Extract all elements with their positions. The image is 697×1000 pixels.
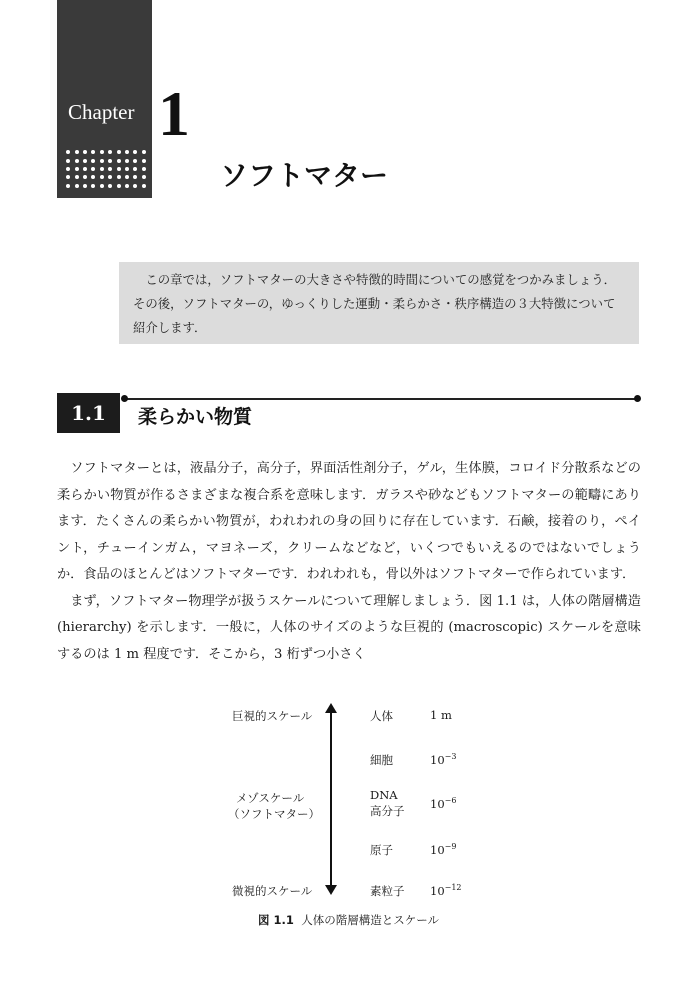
dot bbox=[83, 150, 87, 154]
dot bbox=[91, 159, 95, 163]
dot bbox=[125, 150, 129, 154]
dot bbox=[75, 167, 79, 171]
section-title: 柔らかい物質 bbox=[138, 406, 253, 428]
dot bbox=[133, 150, 137, 154]
dot bbox=[66, 167, 70, 171]
label-macroscopic-scale: 巨視的スケール bbox=[232, 709, 313, 723]
dot bbox=[83, 184, 87, 188]
dot bbox=[75, 150, 79, 154]
level-value: $10^{-6}$ bbox=[430, 796, 457, 811]
figure-caption-text: 人体の階層構造とスケール bbox=[301, 913, 439, 927]
level-name: DNA bbox=[370, 788, 398, 802]
dot bbox=[83, 159, 87, 163]
dot bbox=[117, 159, 121, 163]
arrow-down-icon bbox=[325, 885, 337, 895]
level-value: $10^{-9}$ bbox=[430, 842, 457, 857]
level-value: $10^{-3}$ bbox=[430, 752, 457, 767]
dot bbox=[125, 167, 129, 171]
dot bbox=[66, 184, 70, 188]
dot bbox=[125, 175, 129, 179]
level-value: 1 m bbox=[430, 708, 452, 722]
dot bbox=[108, 175, 112, 179]
dot bbox=[66, 175, 70, 179]
dot bbox=[66, 150, 70, 154]
dot bbox=[117, 150, 121, 154]
dot bbox=[100, 150, 104, 154]
dot bbox=[133, 167, 137, 171]
section-rule bbox=[124, 398, 636, 400]
dot bbox=[91, 184, 95, 188]
dot bbox=[117, 175, 121, 179]
dot bbox=[125, 159, 129, 163]
dot bbox=[117, 167, 121, 171]
body-text bbox=[57, 456, 641, 668]
chapter-summary-box bbox=[119, 262, 639, 344]
dot bbox=[142, 159, 146, 163]
dot bbox=[66, 159, 70, 163]
dot bbox=[133, 184, 137, 188]
dot bbox=[91, 150, 95, 154]
dot bbox=[108, 159, 112, 163]
decorative-dot-grid bbox=[64, 148, 148, 190]
dot bbox=[100, 184, 104, 188]
scale-axis-line bbox=[330, 712, 332, 890]
dot bbox=[108, 167, 112, 171]
level-name: 素粒子 bbox=[370, 884, 405, 898]
dot bbox=[108, 184, 112, 188]
dot bbox=[142, 150, 146, 154]
dot bbox=[100, 175, 104, 179]
dot bbox=[100, 159, 104, 163]
dot bbox=[91, 167, 95, 171]
level-name-2: 高分子 bbox=[370, 804, 405, 818]
rule-dot-left bbox=[121, 395, 128, 402]
dot bbox=[108, 150, 112, 154]
dot bbox=[75, 175, 79, 179]
dot bbox=[75, 159, 79, 163]
dot bbox=[100, 167, 104, 171]
level-name: 人体 bbox=[370, 709, 393, 723]
chapter-title: ソフトマター bbox=[220, 159, 389, 192]
dot bbox=[142, 167, 146, 171]
dot bbox=[117, 184, 121, 188]
dot bbox=[142, 184, 146, 188]
label-mesoscale-softmatter: （ソフトマター） bbox=[228, 807, 320, 821]
label-microscopic-scale: 微視的スケール bbox=[232, 884, 313, 898]
chapter-number: 1 bbox=[158, 78, 190, 149]
dot bbox=[83, 167, 87, 171]
dot bbox=[142, 175, 146, 179]
dot bbox=[83, 175, 87, 179]
dot bbox=[133, 175, 137, 179]
chapter-label: Chapter bbox=[68, 100, 135, 124]
arrow-up-icon bbox=[325, 703, 337, 713]
paragraph-1: ソフトマターとは，液晶分子，高分子，界面活性剤分子，ゲル，生体膜，コロイド分散系などの柔らかい物質が作るさまざまな複合系を意味します．ガラスや砂などもソフトマターの範疇にあります．たくさんの柔らかい物質が，われわれの身の回りに存在しています．石鹸，接着のり，ペイント，チューインガム，マヨネーズ，クリームなどなど，いくつでもいえるのではないでしょうか．食品のほとんどはソフトマターです．われわれも，骨以外はソフトマターで作られています． bbox=[57, 461, 641, 582]
level-value: $10^{-12}$ bbox=[430, 883, 462, 898]
level-name: 原子 bbox=[370, 843, 393, 857]
level-name: 細胞 bbox=[370, 753, 393, 767]
dot bbox=[75, 184, 79, 188]
figure-caption bbox=[0, 912, 697, 928]
section-number-badge: 1.1 bbox=[57, 393, 120, 433]
label-mesoscale: メゾスケール bbox=[236, 791, 305, 805]
figure-caption-label: 図 1.1 bbox=[258, 913, 294, 927]
chapter-summary-text: この章では，ソフトマターの大きさや特徴的時間についての感覚をつかみましょう．その後，ソフトマターの，ゆっくりした運動・柔らかさ・秩序構造の３大特徴について紹介します． bbox=[133, 272, 616, 335]
paragraph-2: まず，ソフトマター物理学が扱うスケールについて理解しましょう．図 1.1 は，人体の階層構造 (hierarchy) を示します．一般に，人体のサイズのような巨視的 (macroscopic) スケールを意味するのは 1 m 程度です．そこから，3 桁ずつ小さく bbox=[57, 593, 641, 662]
rule-dot-right bbox=[634, 395, 641, 402]
dot bbox=[125, 184, 129, 188]
dot bbox=[133, 159, 137, 163]
dot bbox=[91, 175, 95, 179]
